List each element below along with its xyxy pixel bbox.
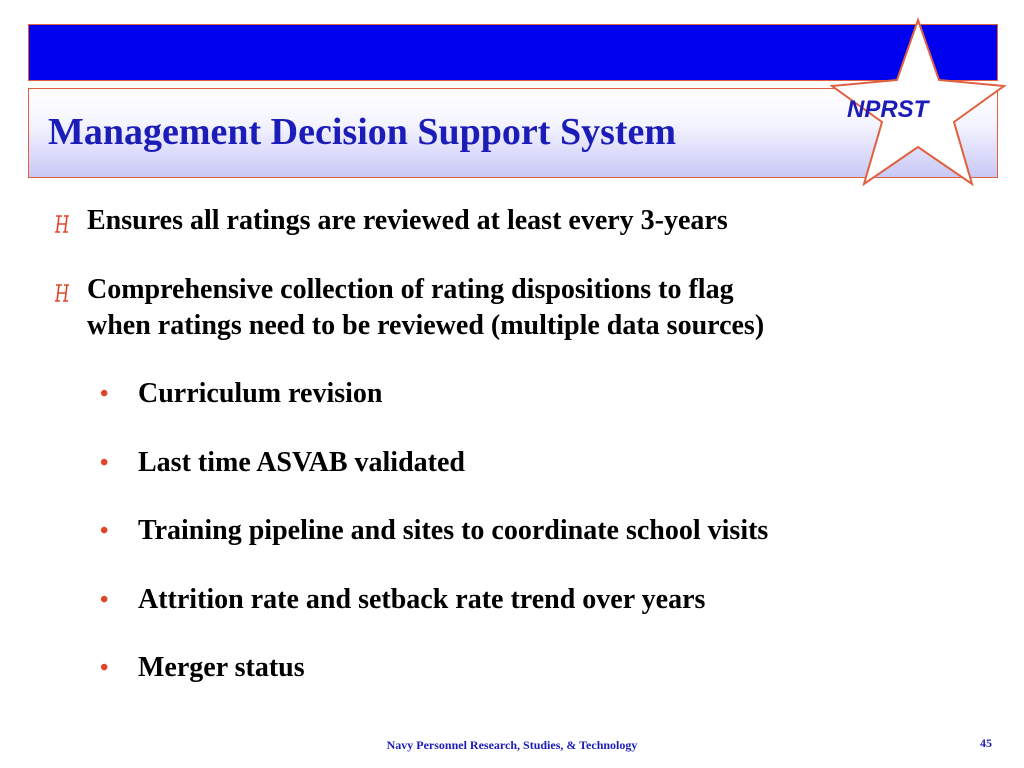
sub-bullet-dot: • [100,655,109,681]
sub-bullet-asvab: Last time ASVAB validated [138,447,465,478]
sub-bullet-curriculum: Curriculum revision [138,378,383,409]
bullet-comprehensive-line1: Comprehensive collection of rating dispositions to flag [87,274,734,305]
sub-bullet-training: Training pipeline and sites to coordinate school visits [138,515,769,546]
h-bullet-icon [55,214,69,234]
footer-text: Navy Personnel Research, Studies, & Technology [386,738,638,752]
sub-bullet-dot: • [100,518,109,544]
h-bullet-icon [55,283,69,303]
page-number: 45 [980,736,992,750]
page-title: Management Decision Support System [48,111,677,153]
sub-bullet-dot: • [100,381,109,407]
sub-bullet-attrition: Attrition rate and setback rate trend over years [138,584,706,615]
sub-bullet-merger: Merger status [138,652,305,683]
logo-text: NPRST [847,96,929,123]
sub-bullet-dot: • [100,587,109,613]
sub-bullet-dot: • [100,450,109,476]
bullet-comprehensive-line2: when ratings need to be reviewed (multiple data sources) [87,310,765,341]
bullet-ratings-review: Ensures all ratings are reviewed at least every 3-years [87,205,728,236]
